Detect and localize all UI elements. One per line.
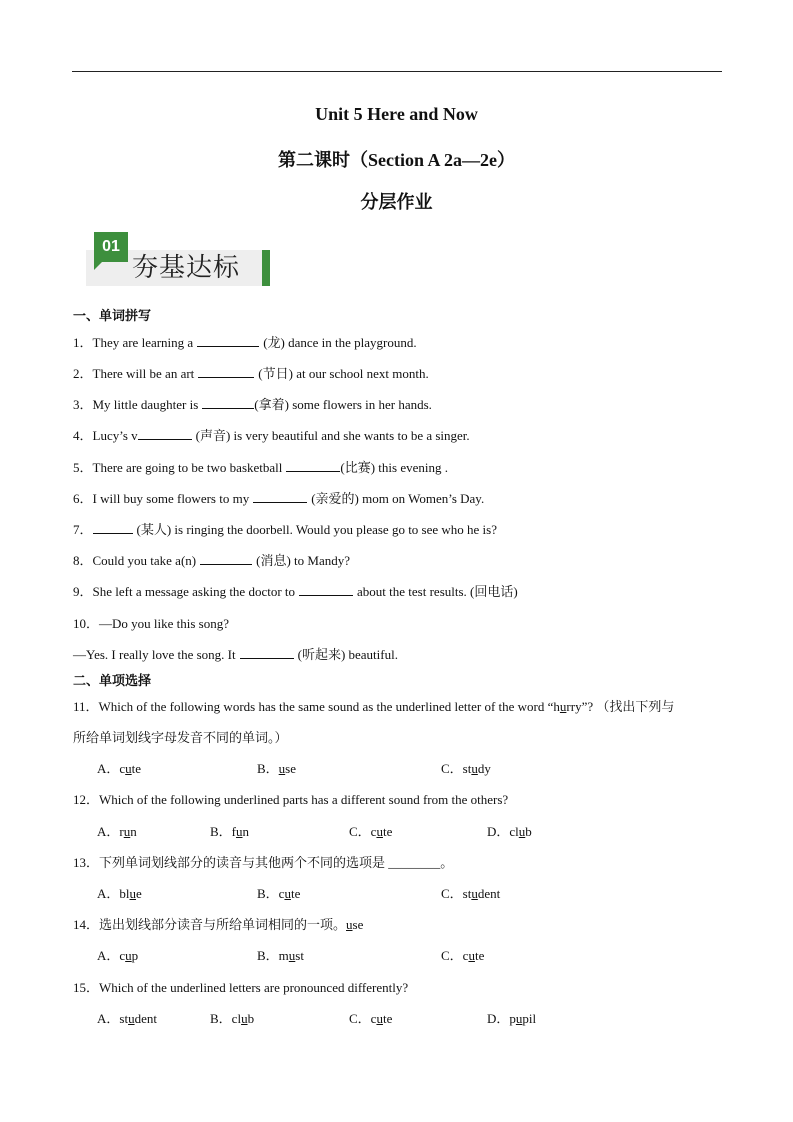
option-text: p [509, 1011, 516, 1026]
option-label: B． [257, 948, 279, 963]
option-text: cl [231, 1011, 242, 1026]
option-text: te [474, 948, 485, 963]
underlined-letter: u [471, 886, 478, 901]
homework-subtitle: 分层作业 [360, 192, 433, 212]
question-hint: (某人) is ringing the doorbell. Would you please go to see who he is? [136, 522, 497, 537]
question-2 [73, 363, 429, 382]
option-text: dent [477, 886, 501, 901]
lesson-subtitle: 第二课时（Section A 2a—2e） [278, 150, 515, 170]
question-15: 15．Which of the underlined letters are pronounced differently? [73, 980, 409, 995]
option-label: C． [441, 886, 463, 901]
question-8 [73, 550, 350, 569]
answer-blank[interactable] [299, 583, 353, 596]
question-text: 14．选出划线部分读音与所给单词相同的一项。 [73, 917, 347, 932]
underlined-letter: u [288, 948, 296, 963]
option-text: b [525, 824, 532, 839]
option-text: m [278, 948, 289, 963]
option-13-c[interactable] [441, 883, 500, 902]
answer-blank[interactable] [253, 490, 307, 503]
option-text: te [382, 824, 393, 839]
underlined-letter: u [241, 1011, 248, 1026]
option-14-a[interactable] [97, 945, 138, 964]
option-label: D． [487, 824, 510, 839]
underlined-letter: u [125, 761, 132, 776]
question-10-reply [73, 644, 398, 663]
question-hint: (比赛) this evening . [340, 460, 448, 475]
option-text: c [119, 948, 126, 963]
badge-number: 01 [94, 232, 128, 262]
question-7 [73, 519, 497, 538]
header-rule [72, 71, 722, 72]
option-text: cl [509, 824, 519, 839]
option-label: C． [349, 824, 371, 839]
question-5 [73, 457, 448, 476]
option-label: B． [257, 761, 279, 776]
question-hint: about the test results. (回电话) [357, 584, 518, 599]
option-text: c [119, 761, 126, 776]
answer-blank[interactable] [93, 521, 133, 534]
underlined-letter: u [236, 824, 243, 839]
option-text: c [462, 948, 469, 963]
option-text: b [247, 1011, 255, 1026]
option-12-b[interactable] [210, 821, 249, 840]
answer-blank[interactable] [200, 552, 252, 565]
question-text: se [352, 917, 364, 932]
question-6 [73, 488, 484, 507]
option-13-b[interactable] [257, 883, 300, 902]
question-hint: (消息) to Mandy? [256, 553, 350, 568]
underlined-letter: u [129, 886, 137, 901]
section-heading-choice: 二、单项选择 [73, 674, 152, 689]
underlined-letter: u [559, 699, 567, 714]
option-label: B． [210, 1011, 232, 1026]
option-label: D． [487, 1011, 510, 1026]
underlined-letter: u [346, 917, 353, 932]
option-text: f [231, 824, 237, 839]
question-hint: (节日) at our school next month. [258, 366, 429, 381]
option-label: B． [210, 824, 232, 839]
option-text: te [382, 1011, 393, 1026]
question-10: 10．—Do you like this song? [73, 616, 229, 631]
option-text: te [131, 761, 142, 776]
question-hint: (听起来) beautiful. [297, 647, 398, 662]
option-11-b[interactable] [257, 758, 296, 777]
option-text: e [136, 886, 142, 901]
option-12-d[interactable] [487, 821, 532, 840]
question-text: rry”? （找出下列与 [566, 699, 675, 714]
option-12-c[interactable] [349, 821, 392, 840]
option-15-c[interactable] [349, 1008, 392, 1027]
option-11-c[interactable] [441, 758, 491, 777]
question-14 [73, 914, 363, 933]
option-text: bl [119, 886, 130, 901]
option-text: n [130, 824, 137, 839]
option-label: C． [441, 761, 463, 776]
level-badge [86, 232, 272, 286]
option-text: se [285, 761, 297, 776]
answer-blank[interactable] [240, 646, 294, 659]
option-text: c [370, 824, 377, 839]
underlined-letter: u [284, 886, 291, 901]
badge-tail-icon [94, 262, 102, 270]
question-1 [73, 332, 417, 351]
option-13-a[interactable] [97, 883, 142, 902]
question-text: —Yes. I really love the song. It [73, 647, 236, 662]
underlined-letter: u [376, 1011, 383, 1026]
option-label: A． [97, 1011, 120, 1026]
option-text: c [278, 886, 285, 901]
answer-blank[interactable] [197, 334, 259, 347]
option-label: A． [97, 761, 120, 776]
option-label: B． [257, 886, 279, 901]
option-text: te [290, 886, 301, 901]
answer-blank[interactable] [138, 427, 192, 440]
question-text: 4．Lucy’s v [73, 428, 138, 443]
option-12-a[interactable] [97, 821, 137, 840]
underlined-letter: u [123, 824, 131, 839]
question-text: 7． [73, 522, 93, 537]
option-14-b[interactable] [257, 945, 304, 964]
option-15-a[interactable] [97, 1008, 157, 1027]
question-hint: (声音) is very beautiful and she wants to be a singer. [195, 428, 470, 443]
option-text: st [295, 948, 304, 963]
question-11-cont: 所给单词划线字母发音不同的单词。） [73, 730, 288, 745]
question-4 [73, 425, 470, 444]
underlined-letter: u [376, 824, 383, 839]
option-text: dy [477, 761, 491, 776]
option-text: r [119, 824, 124, 839]
badge-accent-bar [262, 250, 270, 286]
option-text: pil [522, 1011, 537, 1026]
option-text: st [119, 1011, 129, 1026]
underlined-letter: u [471, 761, 478, 776]
question-hint: (龙) dance in the playground. [263, 335, 417, 350]
question-text: 5．There are going to be two basketball [73, 460, 283, 475]
question-text: 3．My little daughter is [73, 397, 199, 412]
underlined-letter: u [278, 761, 286, 776]
option-label: A． [97, 824, 120, 839]
question-12: 12．Which of the following underlined parts has a different sound from the others? [73, 792, 509, 807]
option-text: st [462, 761, 472, 776]
underlined-letter: u [515, 1011, 523, 1026]
page-title: Unit 5 Here and Now [315, 104, 478, 124]
option-label: C． [441, 948, 463, 963]
question-hint: (拿着) some flowers in her hands. [254, 397, 432, 412]
question-13: 13．下列单词划线部分的读音与其他两个不同的选项是 ________。 [73, 855, 454, 870]
underlined-letter: u [128, 1011, 135, 1026]
section-heading-spelling: 一、单词拼写 [73, 309, 152, 324]
question-9 [73, 581, 518, 600]
question-hint: (亲爱的) mom on Women’s Day. [311, 491, 485, 506]
option-label: A． [97, 886, 120, 901]
question-text: 2．There will be an art [73, 366, 195, 381]
question-text: 11．Which of the following words has the same sound as the underlined letter of the word “h [73, 699, 560, 714]
option-label: C． [349, 1011, 371, 1026]
option-14-c[interactable] [441, 945, 484, 964]
option-11-a[interactable] [97, 758, 141, 777]
option-text: n [242, 824, 250, 839]
option-text: dent [134, 1011, 157, 1026]
question-text: 1．They are learning a [73, 335, 194, 350]
underlined-letter: u [518, 824, 526, 839]
option-15-d[interactable] [487, 1008, 536, 1027]
option-text: st [462, 886, 472, 901]
answer-blank[interactable] [286, 459, 340, 472]
option-label: A． [97, 948, 120, 963]
badge-label: 夯基达标 [132, 253, 241, 283]
underlined-letter: u [125, 948, 132, 963]
question-3 [73, 394, 432, 413]
question-text: 6．I will buy some flowers to my [73, 491, 250, 506]
question-11 [73, 696, 674, 715]
answer-blank[interactable] [198, 365, 254, 378]
option-text: c [370, 1011, 377, 1026]
option-text: p [131, 948, 139, 963]
question-text: 8．Could you take a(n) [73, 553, 197, 568]
question-text: 9．She left a message asking the doctor to [73, 584, 296, 599]
answer-blank[interactable] [202, 396, 254, 409]
underlined-letter: u [468, 948, 475, 963]
option-15-b[interactable] [210, 1008, 254, 1027]
